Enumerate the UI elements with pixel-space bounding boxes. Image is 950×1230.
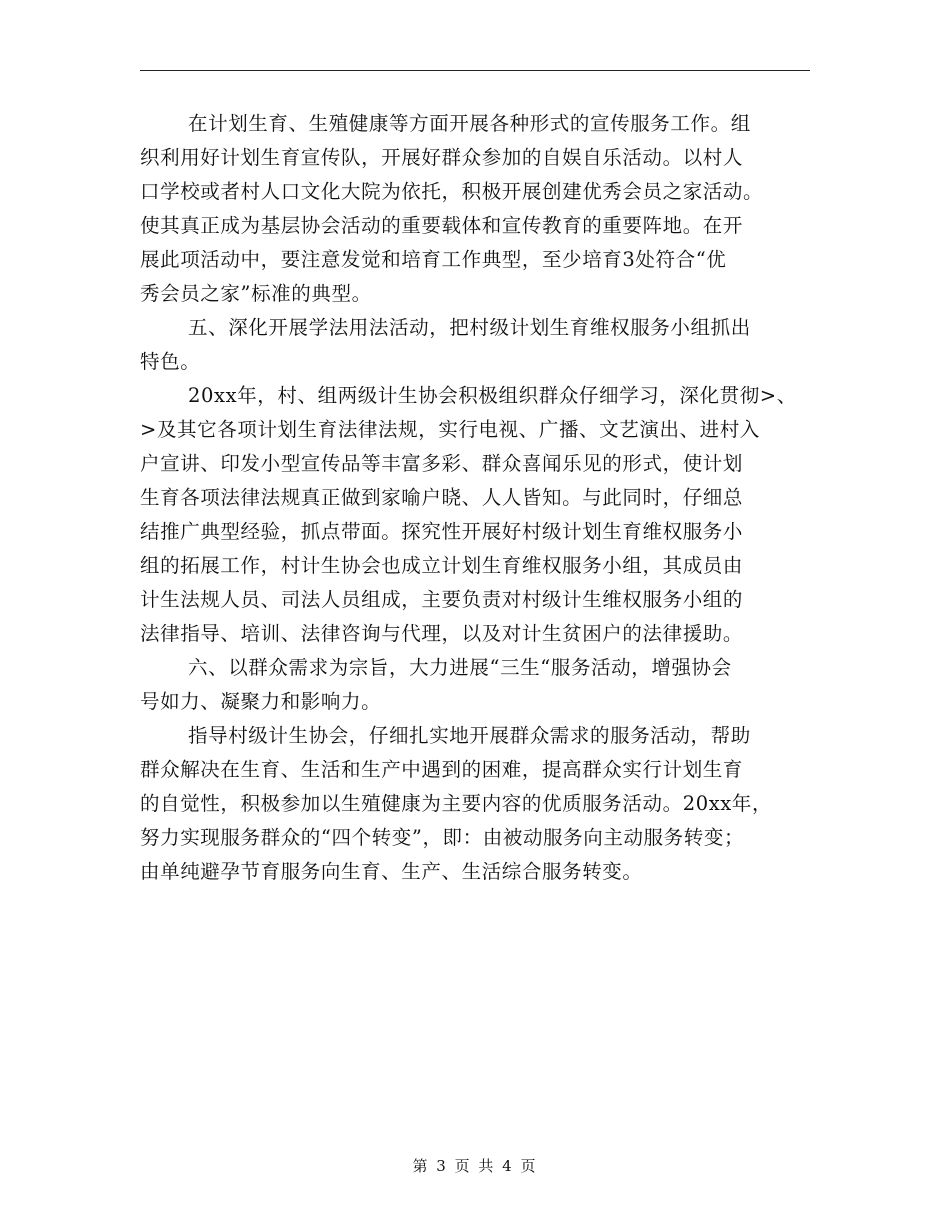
text-line: 织利用好计划生育宣传队，开展好群众参加的自娱自乐活动。以村人 [140,146,744,169]
text-line: >及其它各项计划生育法律法规，实行电视、广播、文艺演出、进村入 [140,418,760,441]
page-number: 第 3 页 共 4 页 [412,1157,538,1175]
section-heading: 号如力、凝聚力和影响力。 [140,690,382,713]
text-line: 努力实现服务群众的“四个转变”，即：由被动服务向主动服务转变； [140,826,745,849]
text-line: 户宣讲、印发小型宣传品等丰富多彩、群众喜闻乐见的形式，使计划 [140,452,744,475]
text-line: 指导村级计生协会，仔细扎实地开展群众需求的服务活动，帮助 [188,724,751,747]
text-line: 展此项活动中，要注意发觉和培育工作典型，至少培育3处符合“优 [140,248,727,271]
text-line: 生育各项法律法规真正做到家喻户晓、人人皆知。与此同时，仔细总 [140,486,744,509]
section-heading: 五、深化开展学法用法活动，把村级计划生育维权服务小组抓出 [188,316,751,339]
section-heading: 特色。 [140,350,201,373]
text-line: 20xx年，村、组两级计生协会积极组织群众仔细学习，深化贯彻>、 [188,384,797,407]
text-line: 结推广典型经验，抓点带面。探究性开展好村级计划生育维权服务小 [140,520,744,543]
section-heading: 六、以群众需求为宗旨，大力进展“三生“服务活动，增强协会 [188,656,732,679]
text-line: 组的拓展工作，村计生协会也成立计划生育维权服务小组，其成员由 [140,554,744,577]
text-line: 法律指导、培训、法律咨询与代理，以及对计生贫困户的法律援助。 [140,622,744,645]
text-line: 计生法规人员、司法人员组成，主要负责对村级计生维权服务小组的 [140,588,744,611]
text-line: 群众解决在生育、生活和生产中遇到的困难，提高群众实行计划生育 [140,758,744,781]
text-line: 的自觉性，积极参加以生殖健康为主要内容的优质服务活动。20xx年， [140,792,773,815]
text-line: 在计划生育、生殖健康等方面开展各种形式的宣传服务工作。组 [188,112,751,135]
text-line: 口学校或者村人口文化大院为依托，积极开展创建优秀会员之家活动。 [140,180,764,203]
text-line: 由单纯避孕节育服务向生育、生产、生活综合服务转变。 [140,860,643,883]
text-line: 秀会员之家”标准的典型。 [140,282,372,305]
text-line: 使其真正成为基层协会活动的重要载体和宣传教育的重要阵地。在开 [140,214,744,237]
